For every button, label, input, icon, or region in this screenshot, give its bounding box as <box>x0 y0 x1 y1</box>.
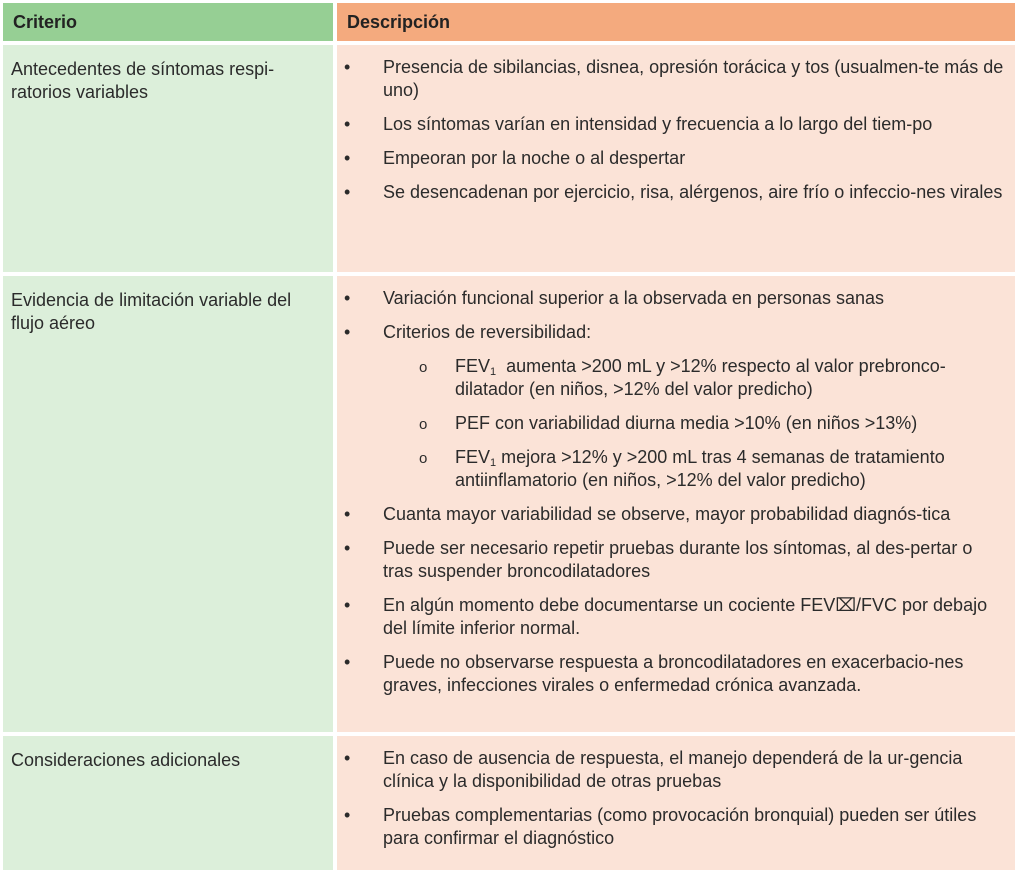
bullet-icon: • <box>344 652 351 672</box>
list-item: • Los síntomas varían en intensidad y frecuencia a lo largo del tiem-po <box>344 114 933 134</box>
list-item: • En caso de ausencia de respuesta, el manejo dependerá de la ur-gencia clínica y la disponibilidad de otras pruebas <box>344 748 963 791</box>
bullet-icon: • <box>344 805 351 825</box>
row-3-descripcion <box>337 736 1015 870</box>
list-item: • Criterios de reversibilidad: o $FEV_1$ aumenta >200 mL y >12% respecto al valor prebronco-dilatador (en niños, >12% del valor predicho) o PEF con variabilidad diurna media >10% (en niños >13%) o $FEV_1$ mejora >12% y >200 mL tras 4 semanas de tratamiento antiinflamatorio (en niños, >12% del valor predicho) <box>337 321 1005 492</box>
bullet-icon: • <box>344 748 351 768</box>
bullet-icon: • <box>344 182 351 202</box>
row-3-criterio: Consideraciones adicionales <box>3 736 333 870</box>
bullet-icon: • <box>344 288 351 308</box>
circle-bullet-icon: o <box>419 450 428 467</box>
sub-list-item: o PEF con variabilidad diurna media >10% (en niños >13%) <box>383 412 1005 435</box>
bullet-icon: • <box>344 114 351 134</box>
list-item: • Puede ser necesario repetir pruebas durante los síntomas, al des-pertar o tras suspender broncodilatadores <box>344 538 973 581</box>
row-2-criterio: Evidencia de limitación variable del flujo aéreo <box>3 276 333 732</box>
bullet-icon: • <box>344 504 351 524</box>
list-item: • Pruebas complementarias (como provocación bronquial) pueden ser útiles para confirmar el diagnóstico <box>344 805 977 848</box>
bullet-icon: • <box>344 322 351 342</box>
list-item: • Variación funcional superior a la observada en personas sanas <box>344 288 884 308</box>
bullet-icon: • <box>344 57 351 77</box>
row-1-criterio: Antecedentes de síntomas respi-ratorios variables <box>3 45 333 272</box>
sub-list-item: o $FEV_1$ mejora >12% y >200 mL tras 4 semanas de tratamiento antiinflamatorio (en niños, >12% del valor predicho) <box>419 447 950 490</box>
row-1-descripcion <box>337 45 1015 272</box>
bullet-icon: • <box>344 538 351 558</box>
bullet-icon: • <box>344 595 351 615</box>
circle-bullet-icon: o <box>419 359 428 376</box>
header-descripcion: Descripción <box>337 3 1015 41</box>
circle-bullet-icon: o <box>419 416 428 433</box>
bullet-icon: • <box>344 148 351 168</box>
list-item: • Presencia de sibilancias, disnea, opresión torácica y tos (usualmen-te más de uno) <box>344 57 1004 100</box>
sub-list-item: o $FEV_1$ aumenta >200 mL y >12% respecto al valor prebronco-dilatador (en niños, >12% del valor predicho) <box>419 356 946 399</box>
row-2-descripcion <box>337 276 1015 732</box>
criteria-table <box>3 3 1015 870</box>
list-item: • Empeoran por la noche o al despertar <box>344 148 686 168</box>
list-item: • En algún momento debe documentarse un cociente FEV⌧/FVC por debajo del límite inferior normal. <box>344 595 988 638</box>
header-criterio: Criterio <box>3 3 333 41</box>
list-item: • Puede no observarse respuesta a broncodilatadores en exacerbacio-nes graves, infecciones virales o enfermedad crónica avanzada. <box>344 652 964 695</box>
list-item: • Se desencadenan por ejercicio, risa, alérgenos, aire frío o infeccio-nes virales <box>344 182 1003 202</box>
list-item: • Cuanta mayor variabilidad se observe, mayor probabilidad diagnós-tica <box>344 504 951 524</box>
